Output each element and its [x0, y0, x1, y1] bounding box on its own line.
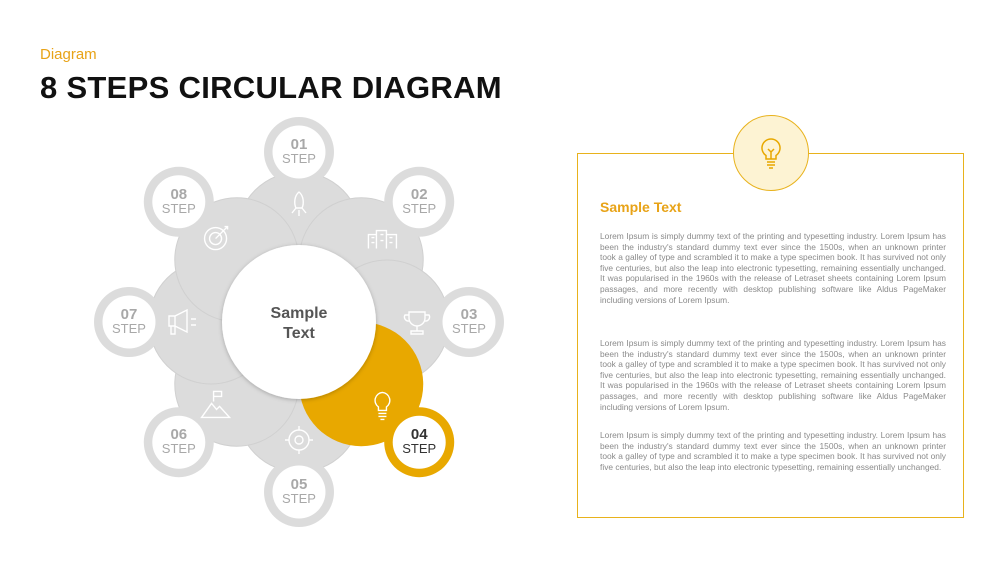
slide-title: 8 STEPS CIRCULAR DIAGRAM: [40, 70, 502, 105]
step-label: STEP: [161, 200, 196, 216]
panel-title: Sample Text: [600, 199, 682, 215]
panel-paragraph-3: Lorem Ipsum is simply dummy text of the printing and typesetting industry. Lorem Ipsum has been the industry's standard dummy text ever since the 1500s, when an unknown printer took a galley of type and scrambled it to make a type specimen book. It has survived not only five centuries, but also the leap into electronic typesetting, remaining essentially unchanged.: [600, 430, 946, 472]
step-label: STEP: [161, 441, 196, 457]
step-number: 08: [170, 185, 188, 203]
step-number: 05: [290, 476, 308, 493]
step-number: 02: [410, 185, 428, 203]
step-label: STEP: [282, 491, 316, 506]
step-label: STEP: [402, 441, 437, 457]
center-circle: [222, 245, 376, 399]
panel-paragraph-1: Lorem Ipsum is simply dummy text of the printing and typesetting industry. Lorem Ipsum has been the industry's standard dummy text ever since the 1500s, when an unknown printer took a galley of type and scrambled it to make a type specimen book. It has survived not only five centuries, but also the leap into electronic typesetting, remaining essentially unchanged. It was popularised in the 1960s with the release of Letraset sheets containing Lorem Ipsum passages, and more recently with desktop publishing software like Aldus PageMaker including versions of Lorem Ipsum.: [600, 231, 946, 305]
step-number: 07: [120, 306, 138, 323]
panel-paragraph-2: Lorem Ipsum is simply dummy text of the printing and typesetting industry. Lorem Ipsum has been the industry's standard dummy text ever since the 1500s, when an unknown printer took a galley of type and scrambled it to make a type specimen book. It has survived not only five centuries, but also the leap into electronic typesetting, remaining essentially unchanged. It was popularised in the 1960s with the release of Letraset sheets containing Lorem Ipsum passages, and more recently with desktop publishing software like Aldus PageMaker including versions of Lorem Ipsum.: [600, 338, 946, 412]
step-label: STEP: [402, 200, 437, 216]
center-text-line: Text: [283, 325, 315, 342]
center-text-line: Sample: [270, 305, 328, 322]
step-label: STEP: [112, 321, 146, 336]
step-label: STEP: [282, 151, 316, 166]
step-label: STEP: [452, 321, 486, 336]
lightbulb-icon: [733, 115, 809, 191]
slide-kicker: Diagram: [40, 46, 97, 63]
step-number: 03: [460, 306, 478, 323]
step-number: 06: [170, 426, 188, 444]
step-number: 01: [290, 136, 308, 153]
step-number: 04: [410, 426, 428, 444]
